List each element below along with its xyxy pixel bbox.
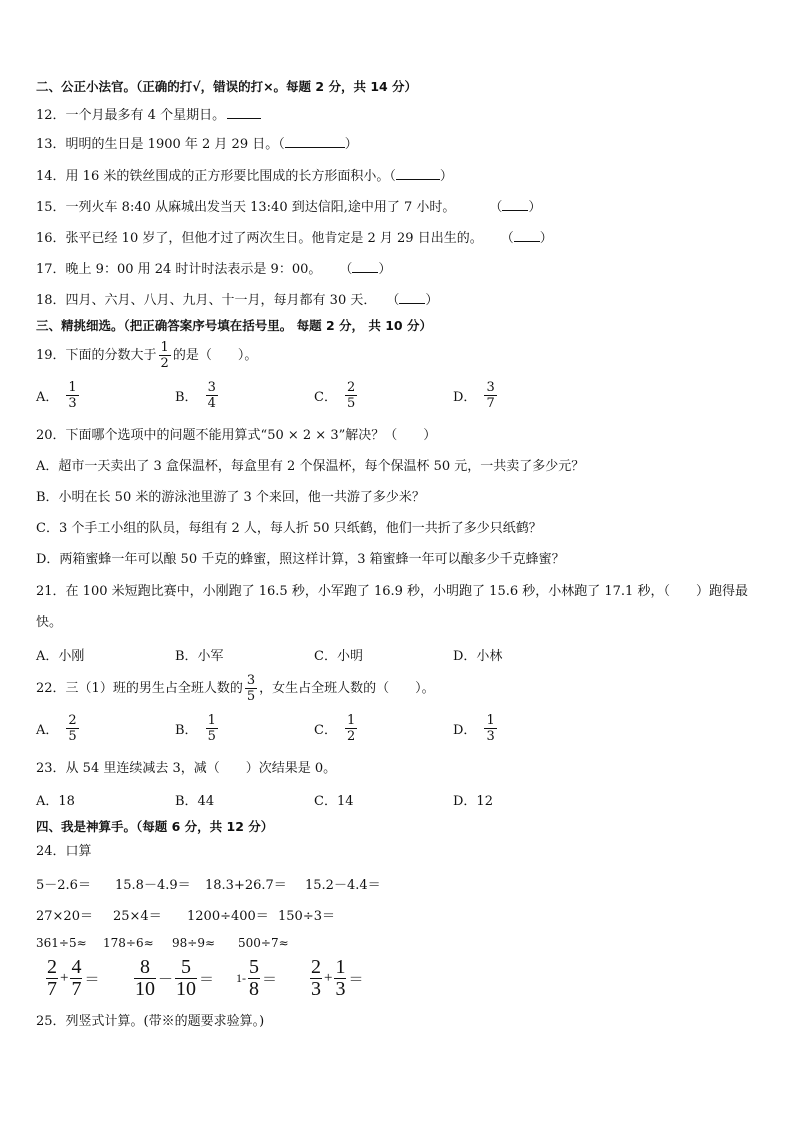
option-c[interactable]: C． $\frac{1}{2}$: [314, 713, 356, 744]
question-25: 25．列竖式计算。(带※的题要求验算。): [36, 1014, 265, 1029]
question-13-text: 13．明明的生日是 1900 年 2 月 29 日。（: [36, 137, 285, 152]
option-c[interactable]: C． $\frac{2}{5}$: [314, 380, 356, 411]
option-a[interactable]: A．超市一天卖出了 3 盒保温杯，每盒里有 2 个保温杯，每个保温杯 50 元，一共卖了多少元？: [36, 459, 585, 474]
fraction-expression: $\frac{2}{3}$ + $\frac{1}{3}$ ＝: [311, 956, 364, 1000]
answer-blank[interactable]: [352, 260, 378, 273]
fraction-expression: $\frac{8}{10}$ － $\frac{5}{10}$ ＝: [135, 956, 215, 1000]
option-d[interactable]: D．12: [453, 794, 493, 809]
paren-open: （: [489, 200, 503, 215]
question-12: [36, 106, 261, 125]
question-19: [36, 340, 257, 371]
paren-open: （: [500, 231, 514, 246]
option-a[interactable]: A．小刚: [36, 649, 85, 664]
option-b[interactable]: B．44: [175, 794, 215, 809]
option-a[interactable]: A． $\frac{2}{5}$: [36, 713, 77, 744]
option-d[interactable]: D．小林: [453, 649, 503, 664]
question-17-text: 17．晚上 9：00 用 24 时计时法表示是 9：00。: [36, 262, 322, 277]
calc-item: 5－2.6＝: [36, 878, 91, 893]
paren-open: （: [339, 262, 353, 277]
fraction-three-fifths: $\frac{3}{5}$: [246, 673, 256, 704]
question-21-continued: 快。: [36, 615, 63, 630]
question-22-text-end: ，女生占全班人数的（ ）。: [259, 681, 435, 696]
question-14-text: 14．用 16 米的铁丝围成的正方形要比围成的长方形面积小。（: [36, 169, 396, 184]
option-d[interactable]: D．两箱蜜蜂一年可以酿 50 千克的蜂蜜，照这样计算，3 箱蜜蜂一年可以酿多少千克蜂蜜？: [36, 552, 565, 567]
answer-blank[interactable]: [227, 106, 261, 119]
question-16-text: 16．张平已经 10 岁了，但他才过了两次生日。他肯定是 2 月 29 日出生的。: [36, 231, 483, 246]
calc-item: 18.3+26.7＝: [205, 878, 287, 893]
answer-blank[interactable]: [285, 135, 345, 148]
fraction-one-half: $\frac{1}{2}$: [160, 340, 169, 371]
option-a[interactable]: A． $\frac{1}{3}$: [36, 380, 77, 411]
fraction-expression: $\frac{2}{7}$ + $\frac{4}{7}$ ＝: [47, 956, 100, 1000]
calc-item: 98÷9≈: [172, 936, 216, 950]
calc-item: 150÷3＝: [278, 909, 335, 924]
question-16: [36, 229, 553, 248]
answer-blank[interactable]: [399, 291, 425, 304]
answer-blank[interactable]: [502, 198, 528, 211]
option-b[interactable]: B．小军: [175, 649, 224, 664]
calc-item: 27×20＝: [36, 909, 93, 924]
paren-close: ）: [528, 200, 542, 215]
answer-blank[interactable]: [514, 229, 540, 242]
question-17: [36, 260, 391, 279]
option-c[interactable]: C．3 个手工小组的队员，每组有 2 人，每人折 50 只纸鹤，他们一共折了多少只纸鹤？: [36, 521, 542, 536]
question-12-text: 12．一个月最多有 4 个星期日。: [36, 108, 226, 123]
calc-item: 15.8－4.9＝: [115, 878, 191, 893]
calc-item: 25×4＝: [113, 909, 162, 924]
option-b[interactable]: B．小明在长 50 米的游泳池里游了 3 个来回，他一共游了多少米？: [36, 490, 425, 505]
option-b[interactable]: B． $\frac{1}{5}$: [175, 713, 216, 744]
answer-blank[interactable]: [396, 167, 440, 180]
option-c[interactable]: C．小明: [314, 649, 363, 664]
calc-item: 361÷5≈: [36, 936, 87, 950]
question-19-text-end: 的是（ ）。: [172, 348, 258, 363]
section-4-title: 四、我是神算手。（每题 6 分，共 12 分）: [36, 819, 274, 834]
option-c[interactable]: C．14: [314, 794, 354, 809]
question-23: 23．从 54 里连续减去 3，减（ ）次结果是 0。: [36, 761, 337, 776]
question-13: [36, 135, 358, 154]
section-3-title: 三、精挑细选。（把正确答案序号填在括号里。 每题 2 分， 共 10 分）: [36, 318, 432, 333]
section-2-title: 二、公正小法官。（正确的打√，错误的打×。每题 2 分，共 14 分）: [36, 79, 418, 94]
option-b[interactable]: B． $\frac{3}{4}$: [175, 380, 216, 411]
paren-close: ）: [378, 262, 392, 277]
question-24: 24．口算: [36, 844, 92, 859]
question-18: [36, 291, 438, 310]
option-d[interactable]: D． $\frac{1}{3}$: [453, 713, 495, 744]
option-a[interactable]: A．18: [36, 794, 75, 809]
paren-close: ）: [539, 231, 553, 246]
option-d[interactable]: D． $\frac{3}{7}$: [453, 380, 495, 411]
question-19-text: 19．下面的分数大于: [36, 348, 157, 363]
question-18-text: 18．四月、六月、八月、九月、十一月，每月都有 30 天．: [36, 293, 377, 308]
calc-item: 1200÷400＝: [187, 909, 269, 924]
calc-item: 500÷7≈: [238, 936, 289, 950]
question-20: 20．下面哪个选项中的问题不能用算式“50 × 2 × 3”解决？（ ）: [36, 428, 437, 443]
paren-open: （: [386, 293, 400, 308]
paren-close: ）: [425, 293, 439, 308]
question-15-text: 15．一列火车 8:40 从麻城出发当天 13:40 到达信阳,途中用了 7 小时。: [36, 200, 456, 215]
calc-item: 178÷6≈: [103, 936, 154, 950]
question-15: [36, 198, 541, 217]
question-14: [36, 167, 453, 186]
fraction-expression: 1- $\frac{5}{8}$ ＝: [236, 956, 278, 1000]
calc-item: 15.2－4.4＝: [305, 878, 381, 893]
question-22-text: 22．三（1）班的男生占全班人数的: [36, 681, 243, 696]
paren-close: ）: [344, 137, 358, 152]
paren-close: ）: [439, 169, 453, 184]
question-21: 21．在 100 米短跑比赛中，小刚跑了 16.5 秒，小军跑了 16.9 秒，小明跑了 15.6 秒，小林跑了 17.1 秒，（ ）跑得最: [36, 584, 748, 599]
question-22: [36, 673, 435, 704]
